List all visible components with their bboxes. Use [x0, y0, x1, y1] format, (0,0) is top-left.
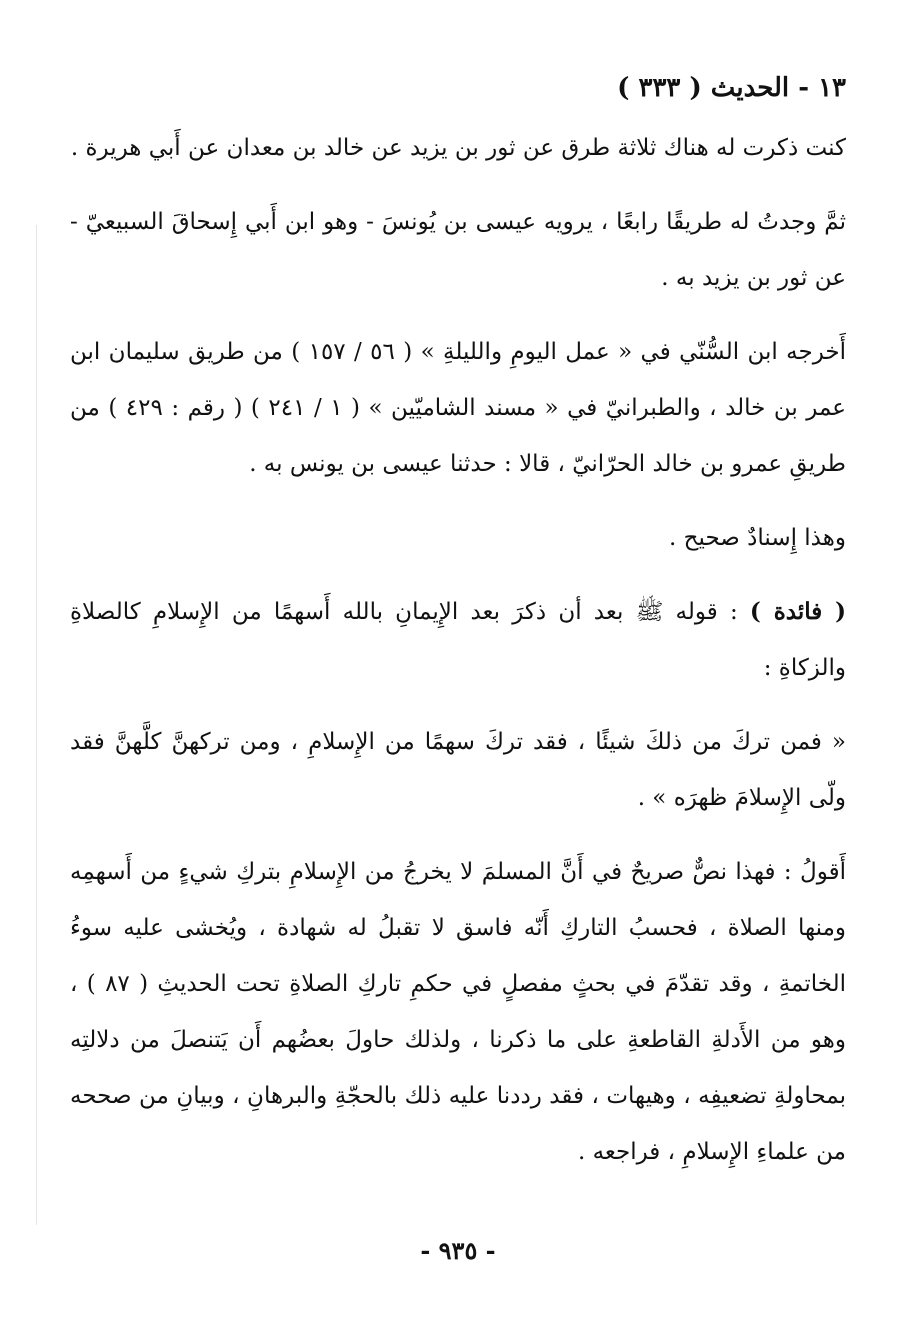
paragraph-text: : قوله ﷺ بعد أن ذكرَ بعد الإِيمانِ بالله أَسهمًا من الإِسلامِ كالصلاةِ والزكاةِ :	[70, 599, 846, 681]
paragraph-1	[70, 120, 846, 176]
paragraph-3	[70, 324, 846, 492]
paragraph-text: كنت ذكرت له هناك ثلاثة طرق عن ثور بن يزيد عن خالد بن معدان عن أَبي هريرة .	[70, 135, 846, 161]
faida-label: ( فائدة )	[749, 598, 847, 625]
paragraph-text: ثمَّ وجدتُ له طريقًا رابعًا ، يرويه عيسى بن يُونسَ - وهو ابن أَبي إِسحاقَ السبيعيّ - عن ثور بن يزيد به .	[70, 209, 846, 291]
paragraph-2	[70, 194, 846, 306]
paragraph-6-quote	[70, 714, 846, 826]
scan-edge-line	[36, 225, 37, 1225]
paragraph-7	[70, 844, 846, 1180]
page-number: - ٩٣٥ -	[420, 1236, 496, 1265]
paragraph-text: وهذا إِسنادٌ صحيح .	[669, 525, 846, 551]
paragraph-5-faida	[70, 584, 846, 696]
hadith-heading: ١٣ - الحديث ( ٣٣٣ )	[617, 73, 846, 103]
page-body	[70, 70, 846, 1198]
paragraph-4	[70, 510, 846, 566]
paragraph-text: « فمن تركَ من ذلكَ شيئًا ، فقد تركَ سهمًا من الإِسلامِ ، ومن تركهنَّ كلَّهنَّ فقد ولّى الإِسلامَ ظهرَه » .	[70, 729, 846, 811]
paragraph-text: أَقولُ : فهذا نصٌّ صريحٌ في أَنَّ المسلمَ لا يخرجُ من الإِسلامِ بتركِ شيءٍ من أَسهمِه ومنها الصلاة ، فحسبُ التاركِ أَنّه فاسق لا تقبلُ له شهادة ، ويُخشى عليه سوءُ الخاتمةِ ، وقد تقدّمَ في بحثٍ مفصلٍ في حكمِ تاركِ الصلاةِ تحت الحديثِ ( ٨٧ ) ، وهو من الأَدلةِ القاطعةِ على ما ذكرنا ، ولذلك حاولَ بعضُهم أَن يَتنصلَ من دلالتِه بمحاولةِ تضعيفِه ، وهيهات ، فقد رددنا عليه ذلك بالحجّةِ والبرهانِ ، وبيانِ من صححه من علماءِ الإِسلامِ ، فراجعه .	[70, 859, 846, 1165]
paragraph-text: أَخرجه ابن السُّنّي في « عمل اليومِ والليلةِ » ( ٥٦ / ١٥٧ ) من طريق سليمان ابن عمر بن خالد ، والطبرانيّ في « مسند الشاميّين » ( ١ / ٢٤١ ) ( رقم : ٤٢٩ ) من طريقِ عمرو بن خالد الحرّانيّ ، قالا : حدثنا عيسى بن يونس به .	[70, 339, 846, 477]
